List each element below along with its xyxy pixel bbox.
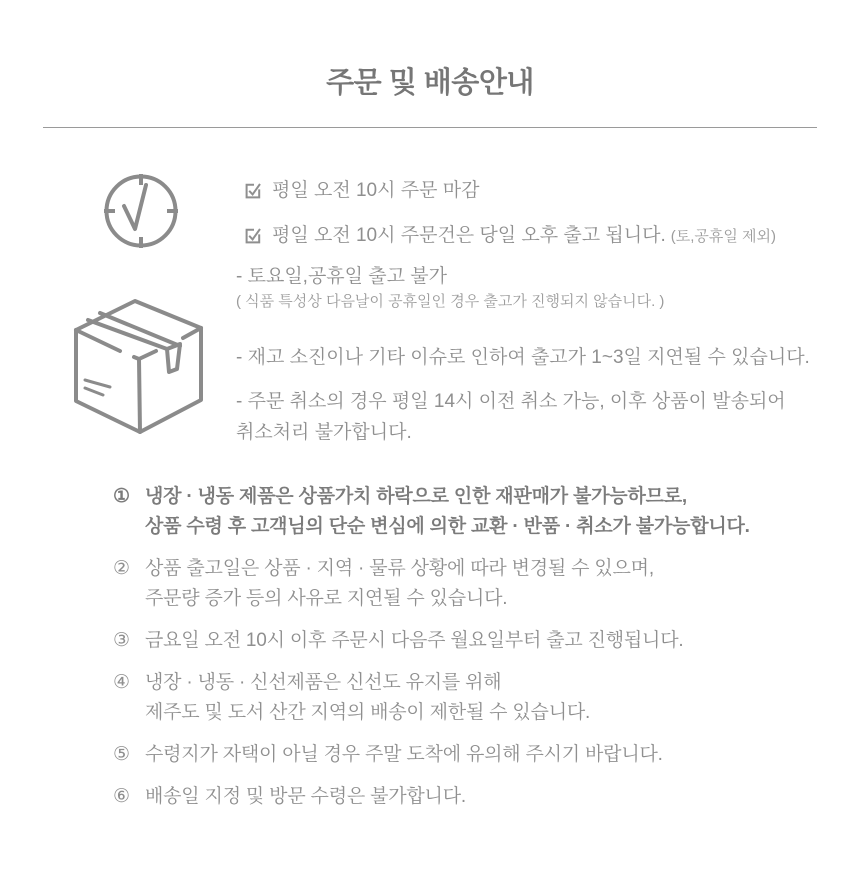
rule-same-day-shipping-text: 평일 오전 10시 주문건은 당일 오후 출고 됩니다. (토,공휴일 제외) xyxy=(272,225,777,246)
note-number: ⑤ xyxy=(113,744,131,765)
note-text: 금요일 오전 10시 이후 주문시 다음주 월요일부터 출고 진행됩니다. xyxy=(145,630,684,651)
clock-icon xyxy=(101,171,181,251)
rule-order-deadline-text: 평일 오전 10시 주문 마감 xyxy=(272,180,480,201)
note-item-6 xyxy=(113,782,823,812)
rule-stock-delay: - 재고 소진이나 기타 이슈로 인하여 출고가 1~3일 지연될 수 있습니다. xyxy=(236,347,810,368)
note-number: ① xyxy=(113,486,131,507)
note-text: 수령지가 자택이 아닐 경우 주말 도착에 유의해 주시기 바랍니다. xyxy=(145,744,663,765)
checked-checkbox-icon xyxy=(243,181,263,201)
note-number: ③ xyxy=(113,630,131,651)
checked-checkbox-icon xyxy=(243,226,263,246)
rule-order-deadline xyxy=(243,179,479,203)
rule-no-weekend-shipping-note: ( 식품 특성상 다음날이 공휴일인 경우 출고가 진행되지 않습니다. ) xyxy=(236,293,665,310)
note-item-3 xyxy=(113,626,823,656)
note-number: ④ xyxy=(113,672,131,693)
delivery-notes-list xyxy=(113,482,823,824)
note-text: 배송일 지정 및 방문 수령은 불가합니다. xyxy=(145,786,466,807)
note-number: ⑥ xyxy=(113,786,131,807)
note-text: 냉장 · 냉동 · 신선제품은 신선도 유지를 위해 제주도 및 도서 산간 지역의 배송이 제한될 수 있습니다. xyxy=(145,672,591,723)
title-divider xyxy=(43,127,817,128)
note-text: 상품 출고일은 상품 · 지역 · 물류 상황에 따라 변경될 수 있으며, 주문량 증가 등의 사유로 지연될 수 있습니다. xyxy=(145,558,654,609)
note-text: 냉장 · 냉동 제품은 상품가치 하락으로 인한 재판매가 불가능하므로, 상품 수령 후 고객님의 단순 변심에 의한 교환 · 반품 · 취소가 불가능합니다. xyxy=(145,486,750,537)
page-title: 주문 및 배송안내 xyxy=(326,67,534,99)
note-item-5 xyxy=(113,740,823,770)
note-item-4 xyxy=(113,668,823,728)
package-box-icon xyxy=(72,297,214,439)
rule-cancel-deadline: - 주문 취소의 경우 평일 14시 이전 취소 가능, 이후 상품이 발송되어 취소처리 불가합니다. xyxy=(236,391,786,443)
rule-same-day-shipping xyxy=(243,224,776,249)
note-item-2 xyxy=(113,554,823,614)
holiday-exclusion-note: (토,공휴일 제외) xyxy=(670,228,777,245)
note-number: ② xyxy=(113,558,131,579)
rule-no-weekend-shipping: - 토요일,공휴일 출고 불가 xyxy=(236,266,447,287)
note-item-1 xyxy=(113,482,823,542)
